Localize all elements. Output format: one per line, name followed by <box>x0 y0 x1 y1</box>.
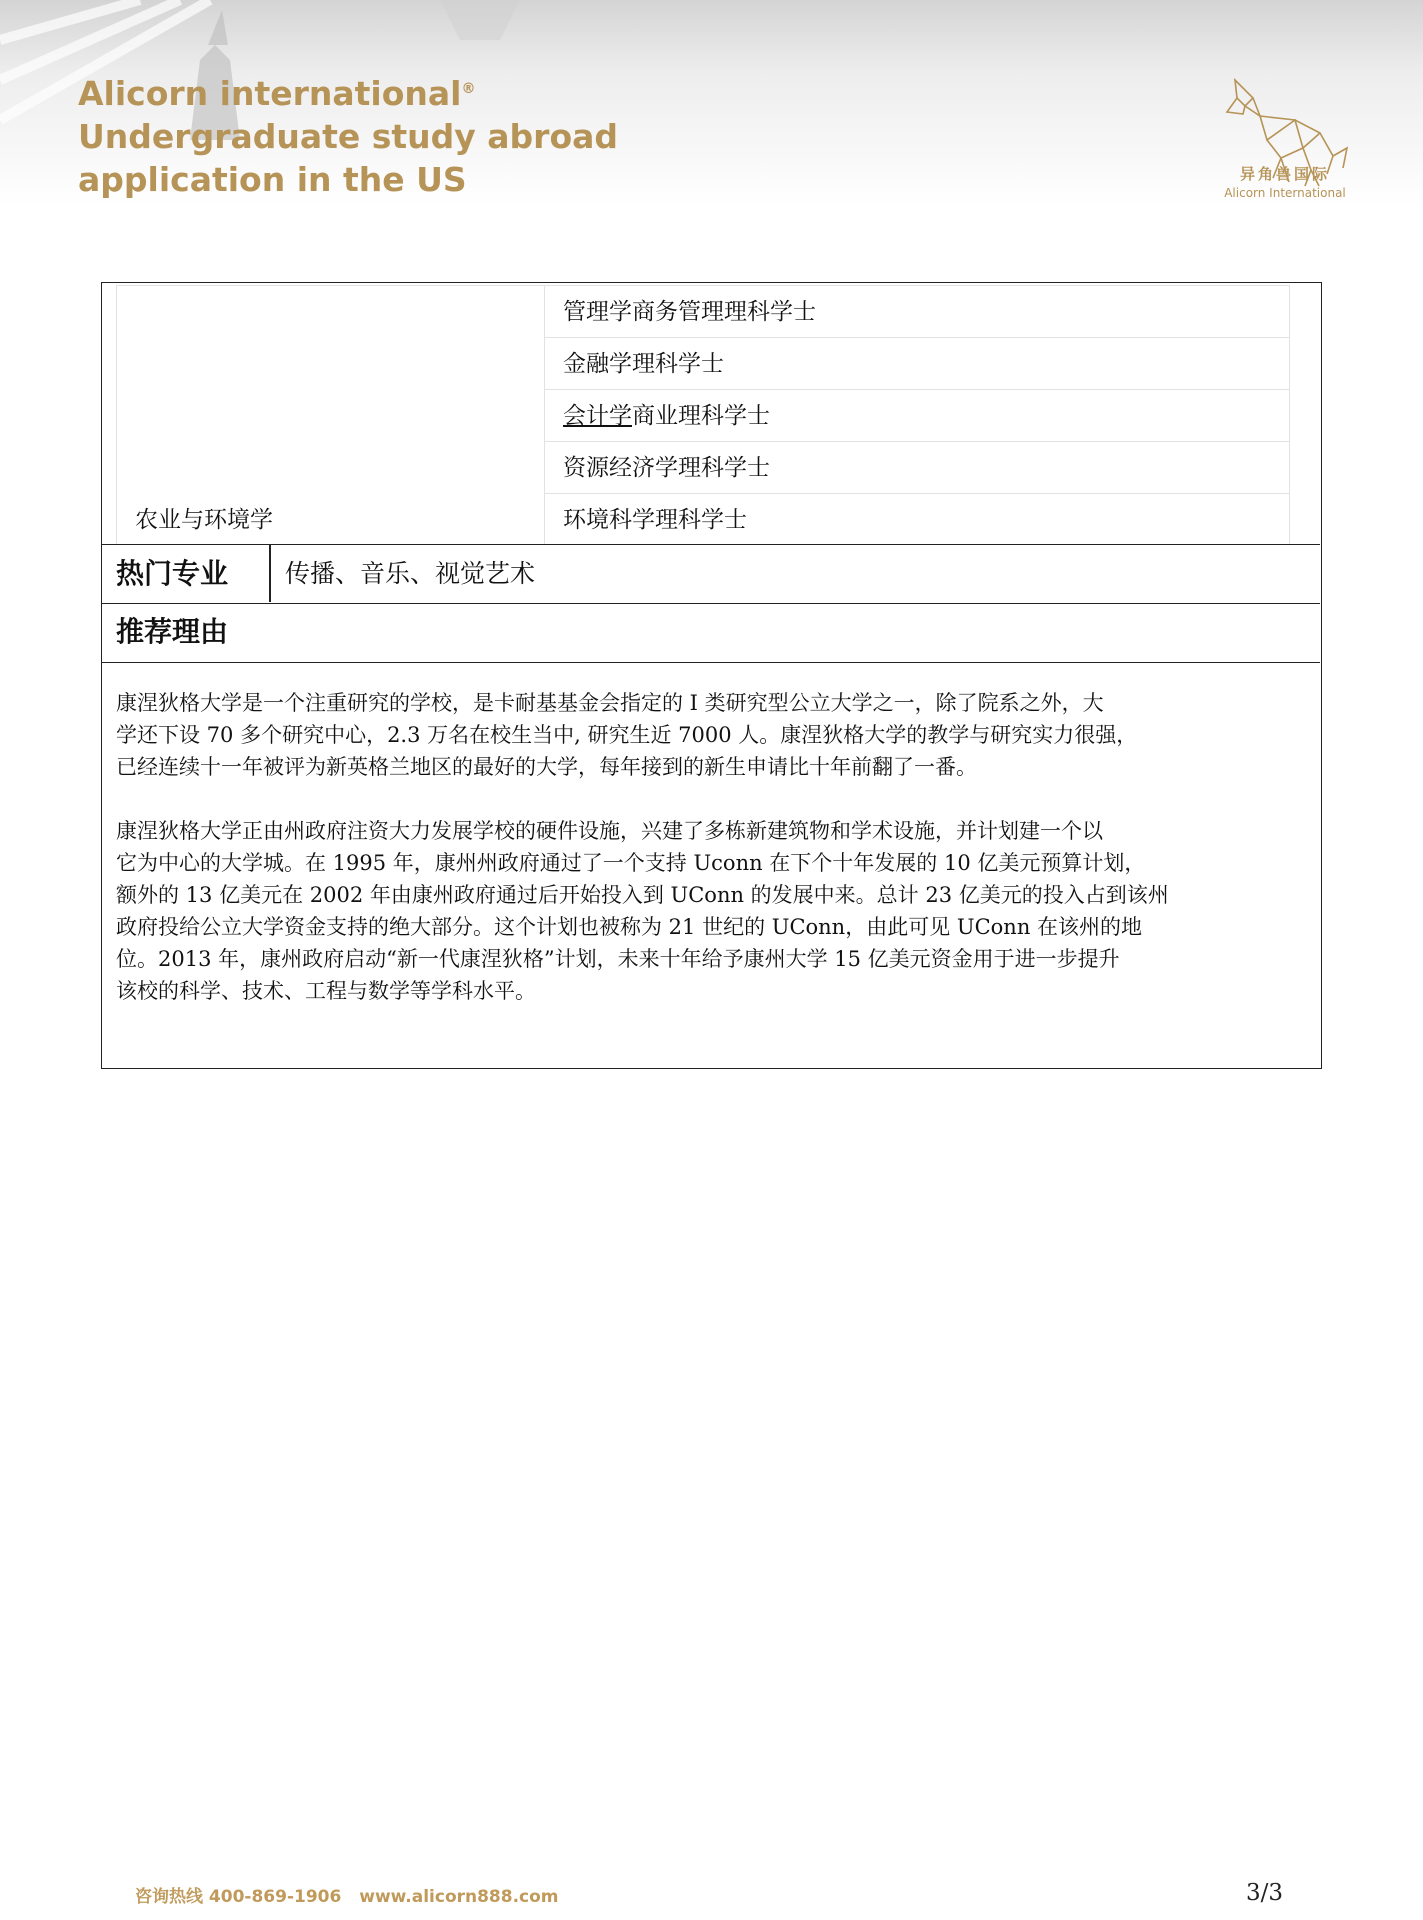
major-row-text: 商业理科学士 <box>632 403 770 429</box>
page-number: 3/3 <box>1246 1880 1284 1906</box>
major-row: 资源经济学理科学士 <box>545 442 1289 494</box>
category-label: 农业与环境学 <box>135 507 273 533</box>
paragraph-line: 学还下设 70 多个研究中心，2.3 万名在校生当中, 研究生近 7000 人。康涅狄格大学的教学与研究实力很强， <box>116 723 1138 747</box>
hot-majors-label: 热门专业 <box>116 557 229 590</box>
paragraph-line: 康涅狄格大学正由州政府注资大力发展学校的硬件设施，兴建了多栋新建筑物和学术设施，并计划建一个以 <box>116 819 1103 843</box>
brand-line-1: Alicorn international <box>78 74 462 113</box>
recommendation-label: 推荐理由 <box>116 615 229 648</box>
paragraph-line: 它为中心的大学城。在 1995 年，康州州政府通过了一个支持 Uconn 在下个十年发展的 10 亿美元预算计划， <box>116 851 1146 875</box>
hotline-text: 咨询热线 400-869-1906 <box>135 1887 342 1907</box>
recommendation-paragraph-1 <box>116 687 1306 783</box>
brand-line-3: application in the US <box>78 160 467 199</box>
logo-english-name: Alicorn International <box>1224 186 1346 200</box>
paragraph-line: 位。2013 年，康州政府启动“新一代康涅狄格”计划，未来十年给予康州大学 15 亿美元资金用于进一步提升 <box>116 947 1120 971</box>
recommendation-header-row <box>102 603 1320 663</box>
paragraph-line: 已经连续十一年被评为新英格兰地区的最好的大学，每年接到的新生申请比十年前翻了一番。 <box>116 755 977 779</box>
major-row: 管理学商务管理理科学士 <box>545 286 1289 338</box>
major-row: 金融学理科学士 <box>545 338 1289 390</box>
brand-title <box>78 68 618 201</box>
logo-chinese-name: 异角兽国际 <box>1239 165 1330 183</box>
paragraph-line: 政府投给公立大学资金支持的绝大部分。这个计划也被称为 21 世纪的 UConn，由此可见 UConn 在该州的地 <box>116 915 1143 939</box>
brand-line-2: Undergraduate study abroad <box>78 117 619 156</box>
university-info-table <box>101 282 1322 1069</box>
underlined-text: 会计学 <box>563 403 632 429</box>
footer-contact <box>135 1882 571 1907</box>
hot-majors-value: 传播、音乐、视觉艺术 <box>285 559 536 588</box>
recommendation-paragraph-2 <box>116 815 1306 1007</box>
website-link[interactable]: www.alicorn888.com <box>359 1887 559 1907</box>
hot-majors-row <box>102 544 1320 604</box>
cell-divider <box>269 545 271 602</box>
paragraph-line: 康涅狄格大学是一个注重研究的学校，是卡耐基基金会指定的 I 类研究型公立大学之一，除了院系之外，大 <box>116 691 1104 715</box>
registered-mark: ® <box>461 81 476 97</box>
paragraph-line: 该校的科学、技术、工程与数学等学科水平。 <box>116 979 536 1003</box>
paragraph-line: 额外的 13 亿美元在 2002 年由康州政府通过后开始投入到 UConn 的发展中来。总计 23 亿美元的投入占到该州 <box>116 883 1169 907</box>
major-row: 环境科学理科学士 <box>563 507 747 533</box>
major-row <box>545 390 1289 442</box>
majors-table <box>116 285 1290 545</box>
